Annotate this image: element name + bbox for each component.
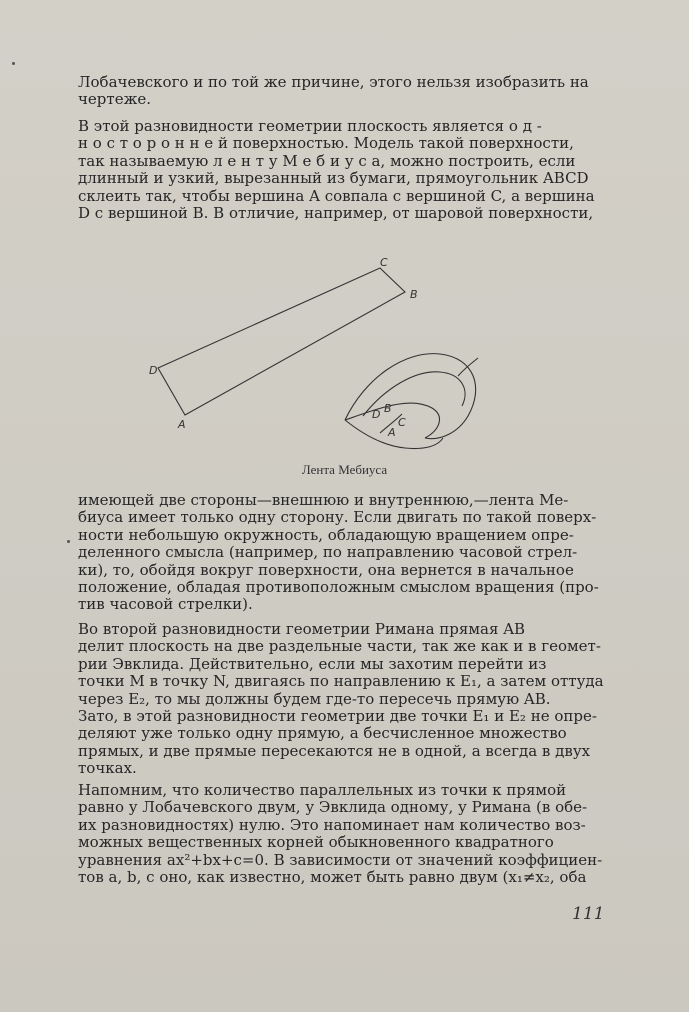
- text-line: ности небольшую окружность, обладающую вращением опре-: [78, 526, 574, 544]
- paper-speck: [67, 540, 70, 543]
- label-b: B: [410, 288, 418, 301]
- label-c: C: [380, 258, 388, 269]
- strip-label-c: C: [398, 416, 406, 429]
- strip-label-d: D: [372, 408, 381, 421]
- text-line: делит плоскость на две раздельные части, так же как и в геомет-: [78, 638, 601, 656]
- rectangle-abcd: [158, 268, 405, 415]
- text-line: точки M в точку N, двигаясь по направлению к E₁, а затем оттуда: [78, 673, 604, 691]
- text-line: ки), то, обойдя вокруг поверхности, она вернется в начальное: [78, 561, 574, 579]
- text-line: имеющей две стороны—внешнюю и внутреннюю,—лента Ме-: [78, 492, 569, 509]
- paragraph-2: [78, 118, 612, 222]
- text-line: Напомним, что количество параллельных из точки к прямой: [78, 782, 567, 799]
- text-line: тов a, b, c оно, как известно, может быть равно двум (x₁≠x₂, оба: [78, 869, 587, 887]
- text-line: Лобачевского и по той же причине, этого нельзя изобразить на: [78, 74, 589, 91]
- text-line: Зато, в этой разновидности геометрии две точки E₁ и E₂ не опре-: [78, 708, 597, 726]
- paragraph-4: [78, 621, 612, 778]
- text-line: чертеже.: [78, 91, 152, 109]
- text-line: деленного смысла (например, по направлению часовой стрел-: [78, 544, 578, 562]
- label-a: A: [178, 418, 186, 431]
- text-line: положение, обладая противоположным смыслом вращения (про-: [78, 579, 599, 597]
- paragraph-5: [78, 782, 612, 886]
- text-line: рии Эвклида. Действительно, если мы захотим перейти из: [78, 655, 547, 673]
- text-line: В этой разновидности геометрии плоскость является о д -: [78, 118, 542, 135]
- text-line: так называемую л е н т у М е б и у с а, можно построить, если: [78, 152, 576, 170]
- text-line: их разновидностях) нулю. Это напоминает нам количество воз-: [78, 816, 586, 834]
- mobius-strip: [345, 354, 478, 449]
- text-line: биуса имеет только одну сторону. Если двигать по такой поверх-: [78, 509, 597, 527]
- mobius-figure: [140, 258, 500, 468]
- text-line: прямых, и две прямые пересекаются не в одной, а всегда в двух: [78, 742, 591, 760]
- text-line: точках.: [78, 760, 137, 778]
- paragraph-3: [78, 492, 612, 614]
- text-line: склеить так, чтобы вершина A совпала с вершиной C, а вершина: [78, 187, 595, 205]
- strip-label-a: A: [388, 426, 396, 439]
- text-line: уравнения ax²+bx+c=0. В зависимости от значений коэффициен-: [78, 851, 603, 869]
- text-line: Во второй разновидности геометрии Римана прямая AB: [78, 621, 526, 638]
- paper-speck: [12, 62, 15, 65]
- text-line: длинный и узкий, вырезанный из бумаги, прямоугольник ABCD: [78, 170, 589, 188]
- text-line: через E₂, то мы должны будем где-то пересечь прямую AB.: [78, 690, 551, 708]
- label-d: D: [149, 364, 158, 377]
- page-number: 111: [572, 904, 605, 924]
- text-line: деляют уже только одну прямую, а бесчисленное множество: [78, 725, 567, 743]
- text-line: D с вершиной B. В отличие, например, от шаровой поверхности,: [78, 205, 594, 223]
- text-line: н о с т о р о н н е й поверхностью. Модель такой поверхности,: [78, 135, 574, 153]
- text-line: можных вещественных корней обыкновенного квадратного: [78, 834, 554, 852]
- text-line: тив часовой стрелки).: [78, 596, 253, 614]
- paragraph-1: [78, 74, 612, 109]
- text-line: равно у Лобачевского двум, у Эвклида одному, у Римана (в обе-: [78, 799, 588, 817]
- figure-caption: Лента Мебиуса: [301, 462, 388, 477]
- strip-label-b: B: [384, 402, 392, 415]
